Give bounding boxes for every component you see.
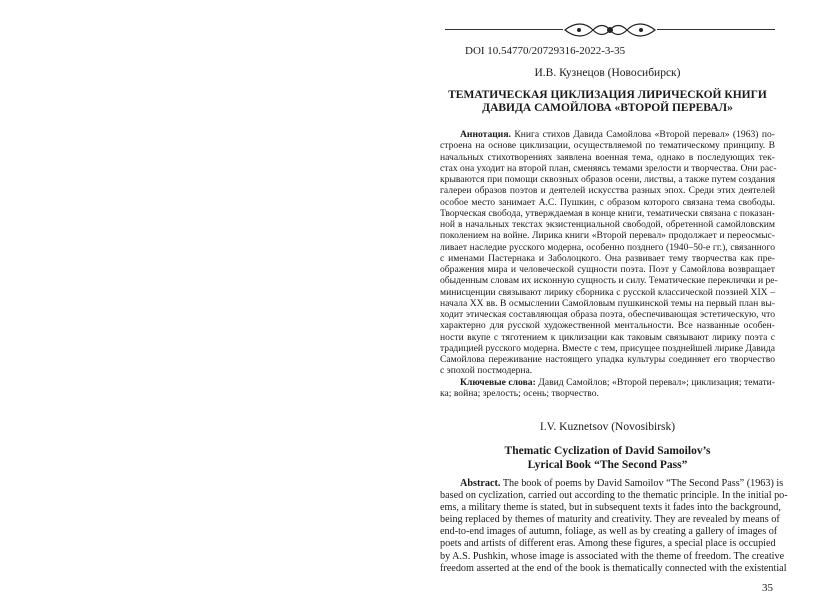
title-ru-line: ДАВИДА САМОЙЛОВА «ВТОРОЙ ПЕРЕВАЛ» — [482, 102, 733, 114]
author-ru: И.В. Кузнецов (Новосибирск) — [534, 67, 681, 79]
title-en-line: Lyrical Book “The Second Pass” — [527, 458, 688, 471]
abstract-en-line: ems, a military theme is stated, but in subsequent texts it fades into the background, — [440, 502, 781, 514]
title-en-line: Thematic Cyclization of David Samoilov’s — [504, 445, 711, 457]
title-ru-line: ТЕМАТИЧЕСКАЯ ЦИКЛИЗАЦИЯ ЛИРИЧЕСКОЙ КНИГИ — [448, 89, 767, 101]
article-title-ru — [440, 89, 775, 115]
abstract-ru-line: с эпохой постмодерна. — [440, 365, 533, 377]
ornament-rule-right — [657, 29, 775, 30]
abstract-en-line: freedom asserted at the end of the book is thematically connected with the existential — [440, 562, 787, 574]
abstract-ru-line: начала XX вв. В осмыслении Самойловым пушкинской темы на первый план вы- — [440, 297, 775, 309]
abstract-ru-line: обыденным словам их исконную сущность и силу. Тематические переклички и ре- — [440, 275, 778, 287]
abstract-ru-line: ности вкупе с тяготением к циклизации как таковым связывают лирику поэта с — [440, 331, 775, 343]
abstract-ru-line: Творческая свобода, утверждаемая в конце книги, тематически связана с показан- — [440, 207, 775, 219]
abstract-en-line: by A.S. Pushkin, whose image is associated with the theme of freedom. The creative — [440, 550, 785, 562]
keywords-ru-label: Ключевые слова: — [460, 376, 536, 388]
abstract-en-line: end-to-end images of autumn, foliage, as well as by creating a gallery of images of — [440, 526, 778, 538]
abstract-ru-line: крываются при помощи сквозных образов осени, листвы, а также путем создания — [440, 174, 775, 185]
abstract-en-line: Abstract. The book of poems by David Samoilov “The Second Pass” (1963) is — [460, 478, 784, 489]
abstract-en-line: being replaced by themes of maturity and creativity. They are revealed by means of — [440, 514, 780, 526]
abstract-ru-label: Аннотация. — [460, 129, 511, 140]
abstract-ru-line: поколением на войне. Лирика книги «Второй перевал» продолжает и переосмыс- — [440, 230, 775, 242]
abstract-en-line: based on cyclization, carried out according to the thematic principle. In the initial po- — [440, 490, 788, 502]
abstract-ru-line: строена на основе циклизации, осуществляемой по тематическому принципу. В — [440, 140, 775, 152]
author-en: I.V. Kuznetsov (Novosibirsk) — [539, 421, 676, 433]
keywords-ru-line: ка; война; зрелость; осень; творчество. — [440, 387, 599, 399]
article-title-en — [440, 445, 775, 472]
abstract-ru-line: ной в начальных текстах экзистенциальной свободой, обретенной самойловским — [440, 219, 775, 230]
abstract-ru-line: галереи образов поэтов и деятелей искусства разных эпох. Среди этих деятелей — [440, 185, 775, 197]
abstract-ru-line: ходит этическая составляющая образа поэта, обеспечивающая эстетическую, что — [440, 309, 775, 320]
page-number: 35 — [762, 582, 773, 594]
abstract-ru — [440, 129, 778, 399]
abstract-ru-line: минисценции связывают лирику сборника с русской классической поэзией XIX – — [440, 286, 775, 298]
abstract-en-label: Abstract. — [460, 478, 501, 489]
doi-line[interactable]: DOI 10.54770/20729316-2022-3-35 — [465, 45, 626, 57]
abstract-ru-line: начальных стихотворениях заявлена военная тема, однако в последующих тек- — [440, 151, 775, 163]
abstract-ru-line: характерно для русской художественной ментальности. Все названные особен- — [440, 320, 775, 332]
abstract-ru-line: традицией русского модерна. Вместе с тем, присущее позднейшей лирике Давида — [440, 342, 776, 354]
abstract-ru-line: стах она уходит на второй план, сменяясь темами зрелости и творчества. Они рас- — [440, 162, 777, 174]
flourish-ornament-icon — [563, 20, 657, 40]
abstract-ru-line: особое место занимает А.С. Пушкин, с образом которого связана тема свободы. — [440, 196, 775, 208]
abstract-ru-line: ливает наследие русского модерна, особенно позднего (1940–50-е гг.), связанного — [440, 241, 775, 253]
abstract-ru-line: ображения мира и человеческой сущности поэта. Поэт у Самойлова возвращает — [440, 264, 775, 275]
keywords-ru-line: Ключевые слова: Давид Самойлов; «Второй перевал»; циклизация; темати- — [460, 376, 775, 388]
abstract-en-line: poets and artists of different eras. Among these figures, a special place is occupied — [440, 538, 776, 550]
ornament-rule-left — [445, 29, 563, 30]
header-ornament — [445, 20, 775, 40]
abstract-ru-line: Самойлова переживание настоящего упадка культуры соединяет его творчество — [440, 354, 775, 365]
abstract-en — [440, 478, 788, 575]
abstract-ru-line: с именами Пастернака и Заболоцкого. Она развивает тему творчества как пре- — [440, 252, 775, 264]
abstract-ru-line: Аннотация. Книга стихов Давида Самойлова «Второй перевал» (1963) по- — [460, 129, 775, 140]
